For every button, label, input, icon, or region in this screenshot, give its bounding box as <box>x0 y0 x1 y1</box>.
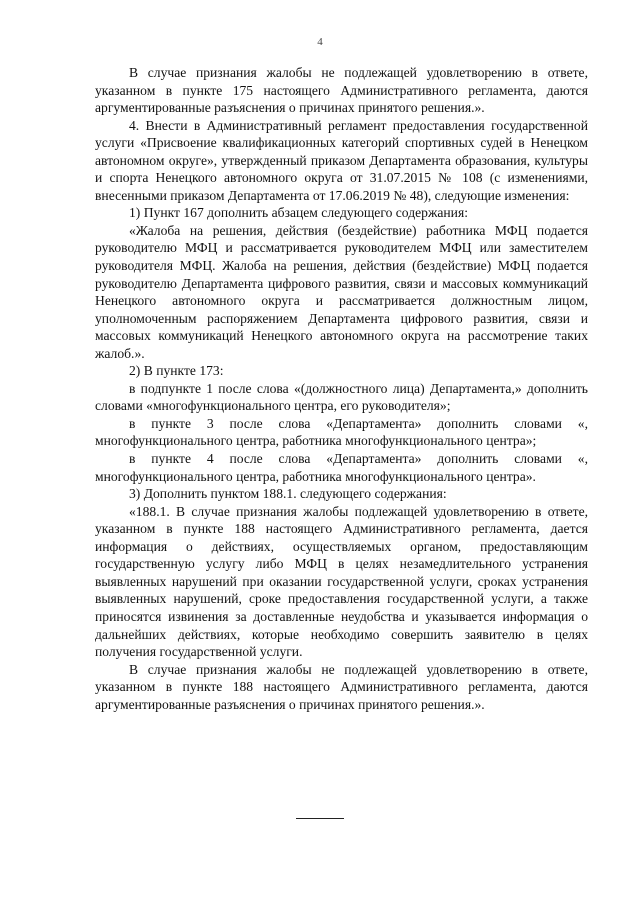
page-number: 4 <box>317 36 323 48</box>
end-divider-line <box>296 818 344 819</box>
paragraph-point-188-1-intro: 3) Дополнить пунктом 188.1. следующего содержания: <box>129 486 447 502</box>
paragraph-closing-175: В случае признания жалобы не подлежащей удовлетворению в ответе, указанном в пункте 175 настоящего Административного регламента, даются аргументированные разъяснения о причинах принятого решения.». <box>95 65 588 116</box>
paragraph-point-167: 1) Пункт 167 дополнить абзацем следующего содержания: <box>129 205 468 221</box>
paragraph-point-173: 2) В пункте 173: <box>129 363 224 379</box>
paragraph-item-4-intro: 4. Внести в Административный регламент предоставления государственной услуги «Присвоение квалификационных категорий спортивных судей в Ненецком автономном округе», утвержденный приказом Департамента образования, культуры и спорта Ненецкого автономного округа от 31.07.2015 № 108 (с изменениями, внесенными приказом Департамента от 17.06.2019 № 48), следующие изменения: <box>95 117 588 203</box>
paragraph-complaint-mfc: «Жалоба на решения, действия (бездействие) работника МФЦ подается руководителю МФЦ и рассматривается руководителем МФЦ или заместителем руководителя МФЦ. Жалоба на решения, действия (бездействие) МФЦ подается руководителю Департамента цифрового развития, связи и массовых коммуникаций Ненецкого автономного округа и рассматривается должностным лицом, уполномоченным распоряжением Департамента цифрового развития, связи и массовых коммуникаций Ненецкого автономного округа на рассмотрение таких жалоб.». <box>95 222 588 361</box>
paragraph-subpoint-3: в пункте 3 после слова «Департамента» дополнить словами «, многофункционального центра, работника многофункционального центра»; <box>95 415 588 449</box>
paragraph-subpoint-4: в пункте 4 после слова «Департамента» дополнить словами «, многофункционального центра, работника многофункционального центра». <box>95 451 588 484</box>
paragraph-subpoint-1: в подпункте 1 после слова «(должностного лица) Департамента,» дополнить словами «многофункционального центра, его руководителя»; <box>95 380 588 414</box>
paragraph-point-188-1-text: «188.1. В случае признания жалобы подлежащей удовлетворению в ответе, указанном в пункте 188 настоящего Административного регламента, дается информация о действиях, осуществляемых органом, предоставляющим государственную услугу либо МФЦ в целях незамедлительного устранения выявленных нарушений при оказании государственной услуги, сроках устранения выявленных нарушений, сроке предоставления государственной услуги, а также приносятся извинения за доставленные неудобства и указывается информация о дальнейших действиях, которые необходимо совершить заявителю в целях получения государственной услуги. <box>95 503 588 660</box>
document-body <box>95 64 588 713</box>
paragraph-closing-188: В случае признания жалобы не подлежащей удовлетворению в ответе, указанном в пункте 188 настоящего Административного регламента, даются аргументированные разъяснения о причинах принятого решения.». <box>95 661 588 712</box>
